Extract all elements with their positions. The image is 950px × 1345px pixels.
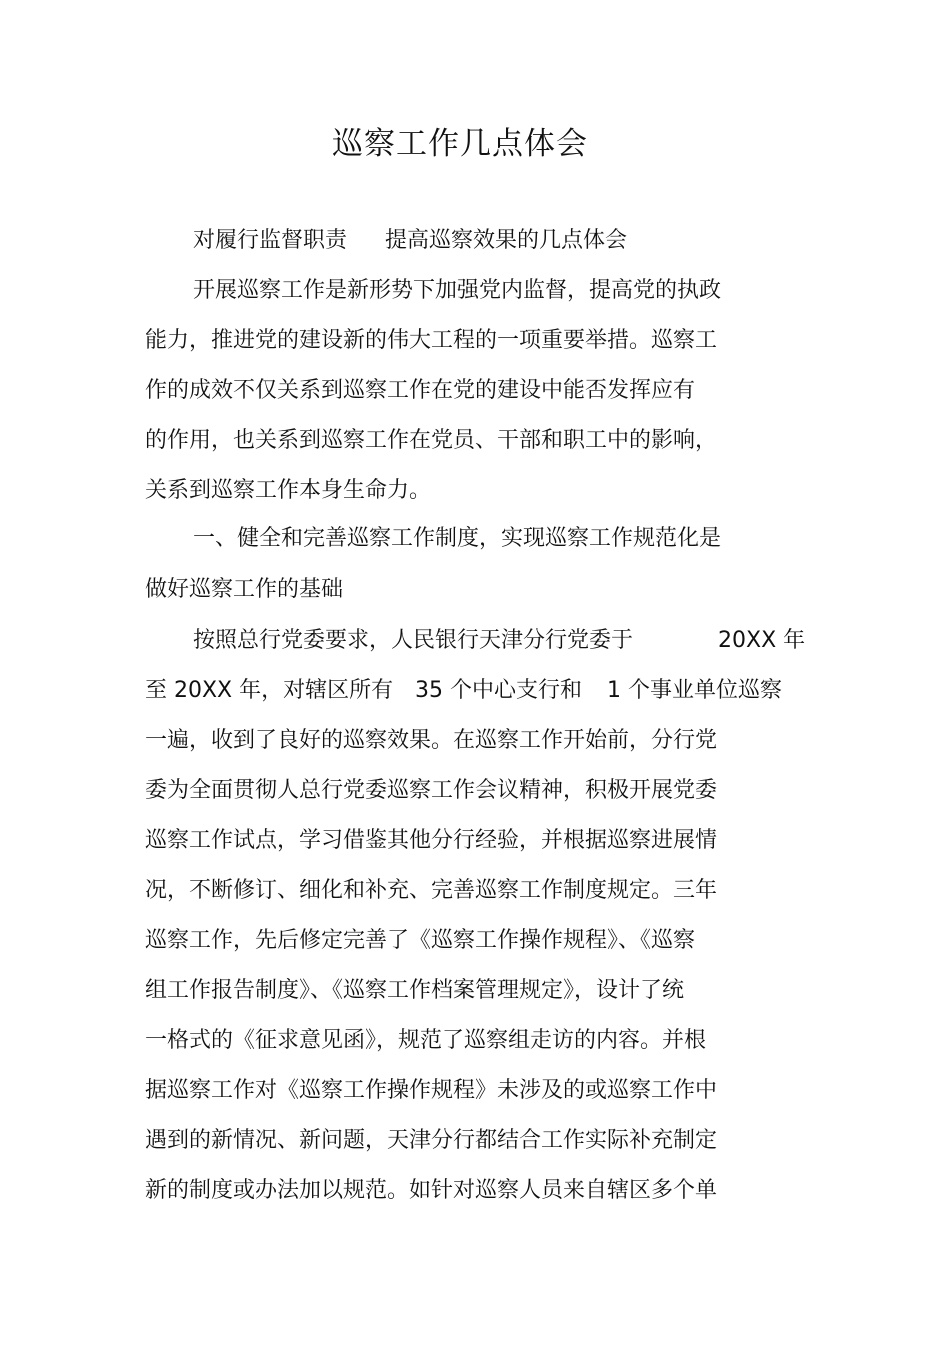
section-heading-line: 一、健全和完善巡察工作制度，实现巡察工作规范化是 <box>193 526 722 551</box>
paragraph-line: 遇到的新情况、新问题，天津分行都结合工作实际补充制定 <box>145 1128 718 1153</box>
paragraph-line: 关系到巡察工作本身生命力。 <box>145 478 432 503</box>
paragraph-line: 一遍，收到了良好的巡察效果。在巡察工作开始前，分行党 <box>145 728 718 753</box>
paragraph-line-part-2: 35 个中心支行和 <box>415 678 582 703</box>
paragraph-line: 组工作报告制度》、《巡察工作档案管理规定》，设计了统 <box>145 978 685 1003</box>
paragraph-line: 一格式的《征求意见函》，规范了巡察组走访的内容。并根 <box>145 1028 707 1053</box>
paragraph-line: 况，不断修订、细化和补充、完善巡察工作制度规定。三年 <box>145 878 718 903</box>
document-title: 巡察工作几点体会 <box>332 126 588 162</box>
subtitle-part-1: 对履行监督职责 <box>193 228 348 253</box>
paragraph-line-part-3: 1 个事业单位巡察 <box>607 678 782 703</box>
paragraph-line: 巡察工作试点，学习借鉴其他分行经验，并根据巡察进展情 <box>145 828 718 853</box>
paragraph-line: 委为全面贯彻人总行党委巡察工作会议精神，积极开展党委 <box>145 778 718 803</box>
paragraph-line: 开展巡察工作是新形势下加强党内监督，提高党的执政 <box>193 278 722 303</box>
paragraph-line-part-2: 20XX 年 <box>718 628 806 653</box>
paragraph-line: 作的成效不仅关系到巡察工作在党的建设中能否发挥应有 <box>145 378 696 403</box>
paragraph-line-part-1: 按照总行党委要求，人民银行天津分行党委于 <box>193 628 634 653</box>
paragraph-line: 巡察工作，先后修定完善了《巡察工作操作规程》、《巡察 <box>145 928 696 953</box>
paragraph-line: 据巡察工作对《巡察工作操作规程》未涉及的或巡察工作中 <box>145 1078 718 1103</box>
paragraph-line: 能力，推进党的建设新的伟大工程的一项重要举措。巡察工 <box>145 328 718 353</box>
section-heading-line: 做好巡察工作的基础 <box>145 577 344 602</box>
paragraph-line: 的作用，也关系到巡察工作在党员、干部和职工中的影响， <box>145 428 718 453</box>
paragraph-line-part-1: 至 20XX 年，对辖区所有 <box>145 678 394 703</box>
paragraph-line: 新的制度或办法加以规范。如针对巡察人员来自辖区多个单 <box>145 1178 718 1203</box>
subtitle-part-2: 提高巡察效果的几点体会 <box>385 228 628 253</box>
